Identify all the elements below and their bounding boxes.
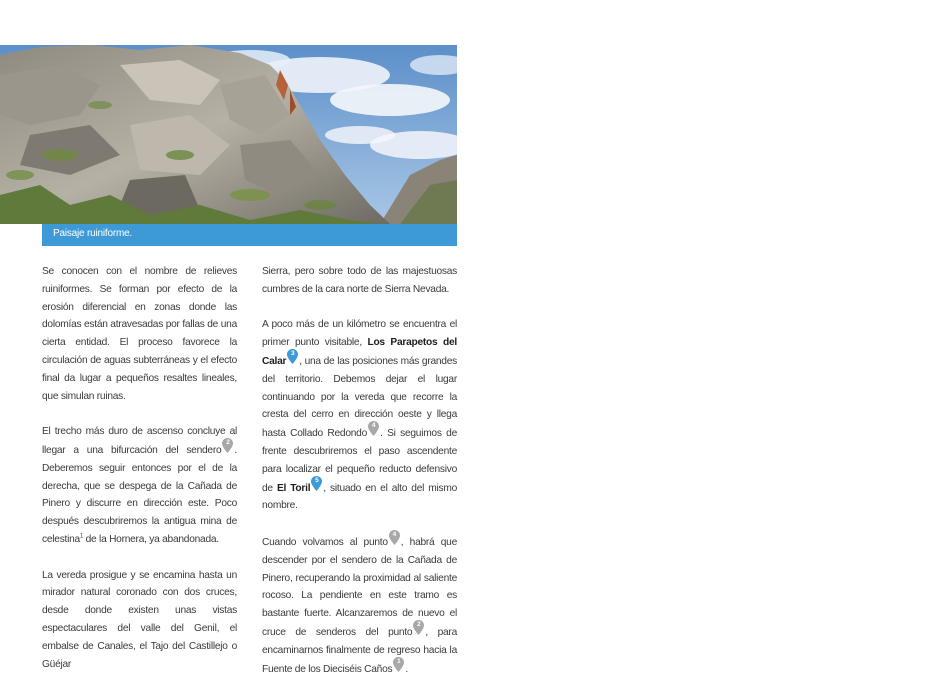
landscape-photo: [0, 45, 457, 224]
map-pin-icon: 2: [222, 441, 233, 454]
paragraph-sierra: Sierra, pero sobre todo de las majestuosas cumbres de la cara norte de Sierra Nevada.: [262, 266, 457, 295]
paragraph-relieves: Se conocen con el nombre de relieves ruiniformes. Se forman por efecto de la erosión diferencial en zonas donde las dolomías están atravesadas por fallas de una cierta entidad. El proceso favorece la circulación de aguas subterráneas y el efecto final da lugar a pequeños resaltes lineales, que simulan ruinas.: [42, 266, 237, 402]
map-pin-icon: 3: [287, 352, 298, 365]
place-name-parapetos: Los Parapetos del Calar: [262, 337, 457, 367]
map-pin-icon: 2: [413, 623, 424, 636]
paragraph-regreso: Cuando volvamos al punto 4 , habrá que descender por el sendero de la Cañada de Pinero, recuperando la proximidad al saliente rocoso. La pendiente en este tramo es bastante fuerte. Alcanzaremos de nuevo el cruce de senderos del punto 2 , para encaminarnos finalmente de regreso hacia la Fuente de los Dieciséis Caños 1 .: [262, 530, 458, 675]
photo-caption: Paisaje ruiniforme.: [53, 228, 133, 239]
paragraph-ascenso: El trecho más duro de ascenso concluye al llegar a una bifurcación del sendero 2 . Deberemos seguir entonces por el de la derecha, que se despega de la Cañada de Pinero y discurre en dirección este. Poco después descubriremos la antigua mina de celestina$^1$ de la Hornera, ya abandonada.: [42, 426, 237, 545]
right-text-column: [262, 263, 457, 696]
footnote-marker: 1: [79, 533, 84, 540]
paragraph-parapetos: A poco más de un kilómetro se encuentra el primer punto visitable, Los Parapetos del Calar 3 , una de las posiciones más grandes del territorio. Debemos dejar el lugar continuando por la vereda que recorre la cresta del cerro en dirección oeste y llega hasta Collado Redondo 4 . Si seguimos de frente descubriremos el paso ascendente para localizar el pequeño reducto defensivo de El Toril 5 , situado en el alto del mismo nombre.: [262, 319, 457, 512]
map-pin-icon: 4: [368, 424, 379, 437]
place-name-toril: El Toril: [276, 482, 311, 494]
map-pin-icon: 4: [389, 533, 400, 546]
left-text-column: [42, 263, 237, 691]
paragraph-vereda: La vereda prosigue y se encamina hasta un mirador natural coronado con dos cruces, desde donde existen unas vistas espectaculares del valle del Genil, el embalse de Canales, el Tajo del Castillejo o Güéjar: [42, 569, 237, 670]
photo-caption-bar: [42, 224, 457, 246]
map-pin-icon: 1: [393, 660, 404, 673]
map-pin-icon: 5: [311, 479, 322, 492]
